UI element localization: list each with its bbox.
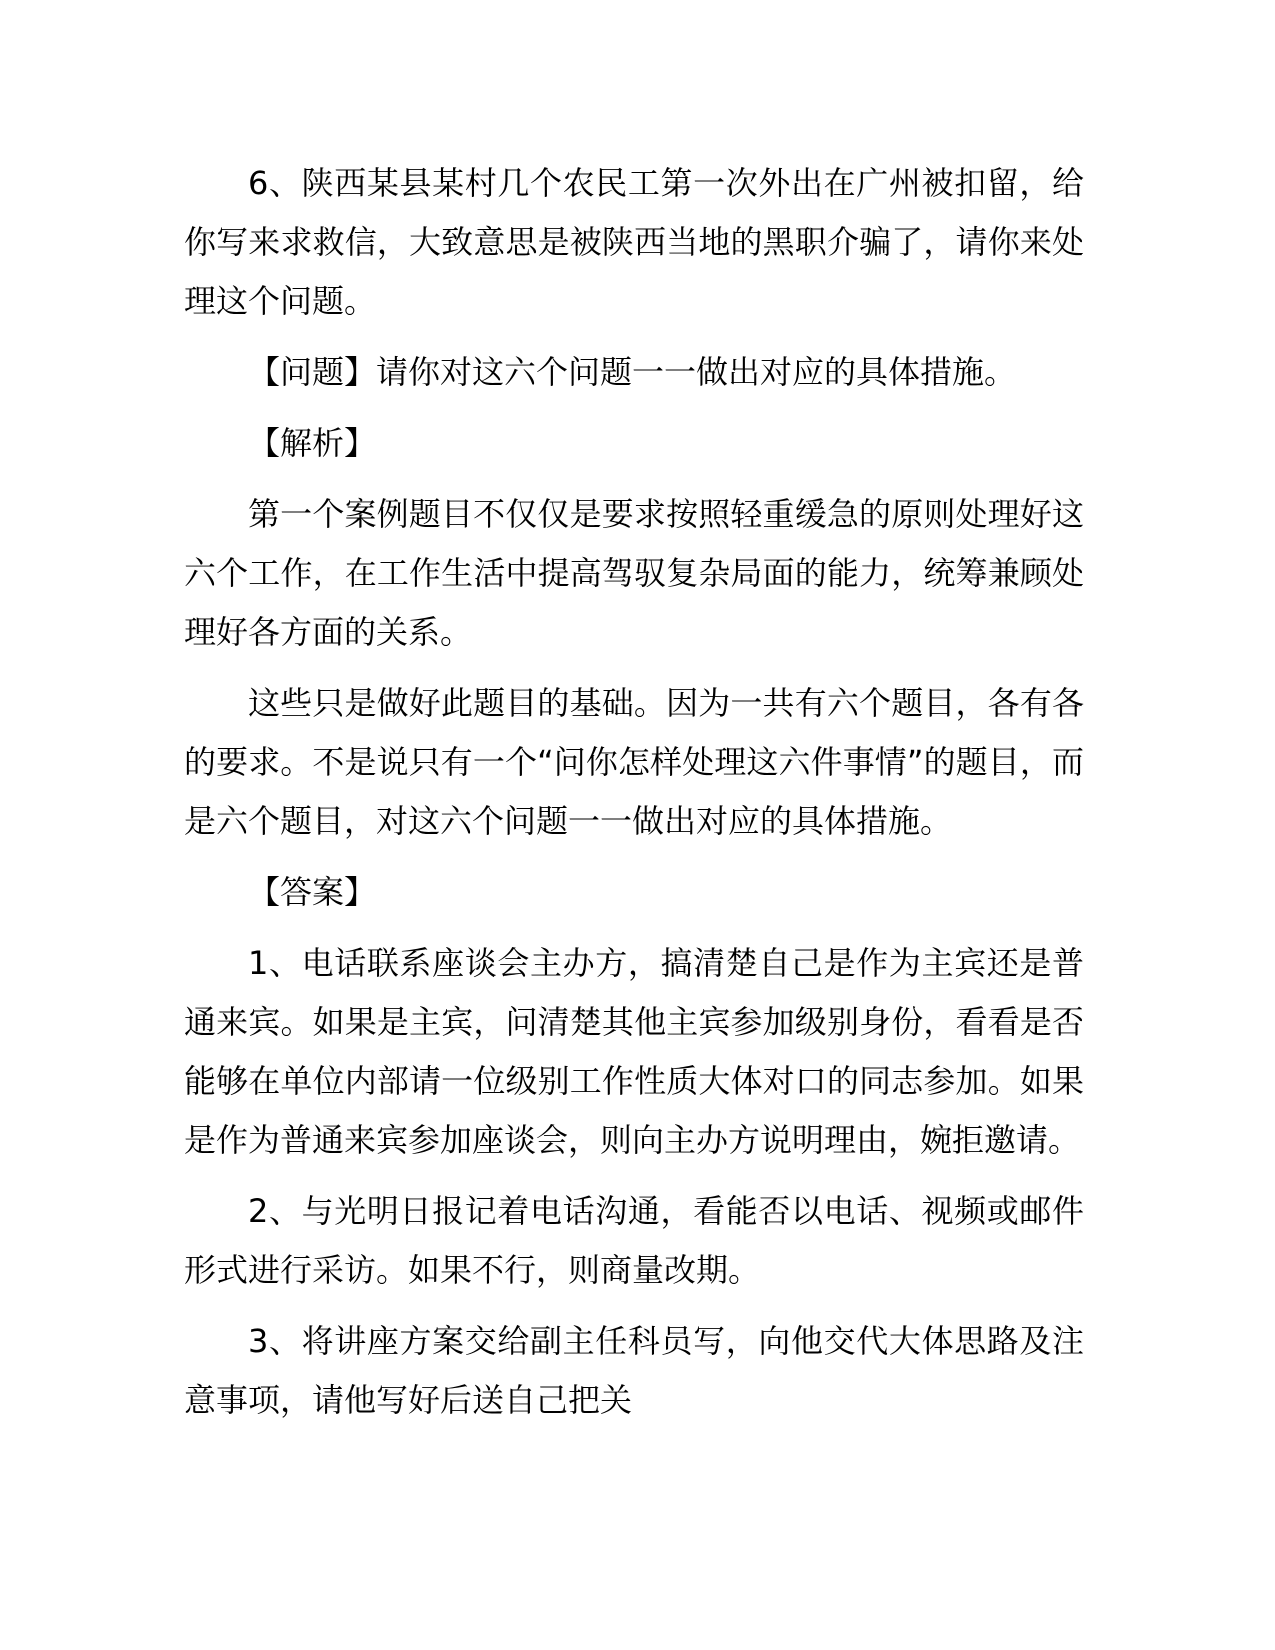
paragraph-analysis-1: 第一个案例题目不仅仅是要求按照轻重缓急的原则处理好这六个工作，在工作生活中提高驾驭复杂局面的能力，统筹兼顾处理好各方面的关系。	[184, 495, 1084, 651]
paragraph-analysis-2: 这些只是做好此题目的基础。因为一共有六个题目，各有各的要求。不是说只有一个“问你怎样处理这六件事情”的题目，而是六个题目，对这六个问题一一做出对应的具体措施。	[184, 684, 1084, 840]
paragraph-answer-2: 2、与光明日报记着电话沟通，看能否以电话、视频或邮件形式进行采访。如果不行，则商量改期。	[184, 1192, 1084, 1289]
heading-answer: 【答案】	[248, 873, 377, 911]
paragraph-question: 【问题】请你对这六个问题一一做出对应的具体措施。	[248, 353, 1017, 391]
document-body	[184, 154, 1084, 1442]
paragraph-answer-1: 1、电话联系座谈会主办方，搞清楚自己是作为主宾还是普通来宾。如果是主宾，问清楚其他主宾参加级别身份，看看是否能够在单位内部请一位级别工作性质大体对口的同志参加。如果是作为普通来宾参加座谈会，则向主办方说明理由，婉拒邀请。	[184, 944, 1084, 1159]
heading-analysis: 【解析】	[248, 424, 377, 462]
paragraph-answer-3: 3、将讲座方案交给副主任科员写，向他交代大体思路及注意事项，请他写好后送自己把关	[184, 1322, 1084, 1419]
paragraph-case-6: 6、陕西某县某村几个农民工第一次外出在广州被扣留，给你写来求救信，大致意思是被陕西当地的黑职介骗了，请你来处理这个问题。	[184, 164, 1084, 320]
